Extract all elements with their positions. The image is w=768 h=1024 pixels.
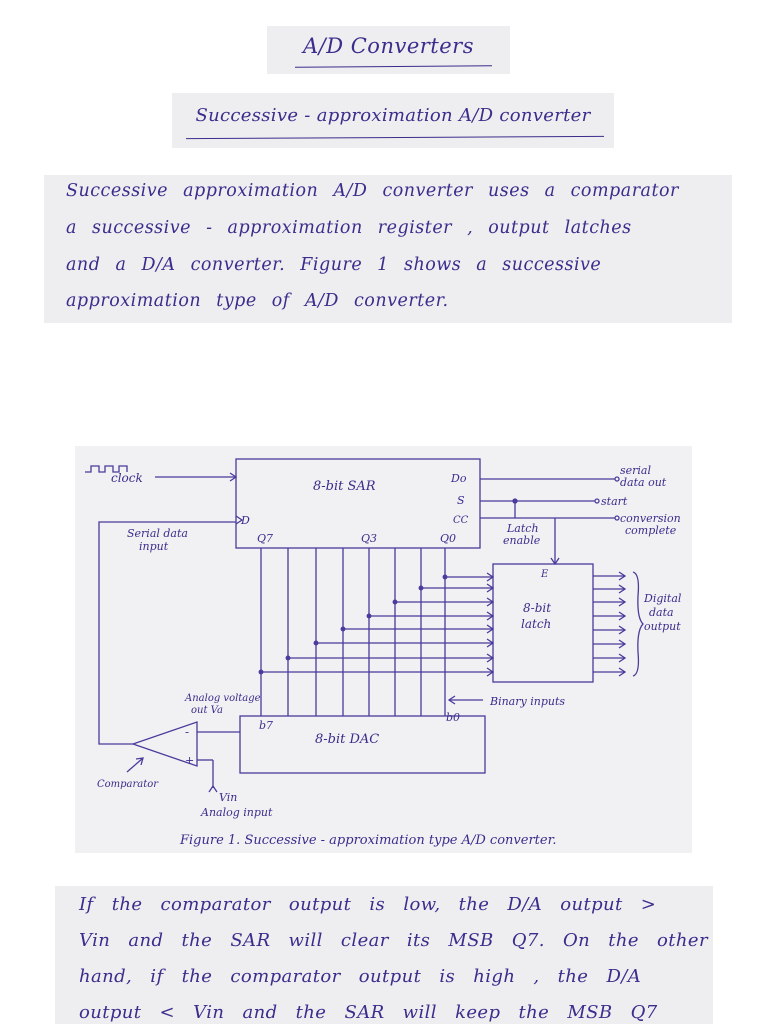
- serial-data-input-label: input: [139, 540, 169, 553]
- intro-paragraph: [44, 175, 732, 323]
- conversion-complete-label: conversion: [620, 512, 681, 525]
- sar-output-bus: [261, 548, 445, 682]
- dac-label: 8-bit DAC: [315, 732, 380, 747]
- digital-output-arrows-icon: [619, 572, 625, 676]
- comparator-label: Comparator: [97, 779, 159, 790]
- comparator-plus: +: [185, 754, 195, 767]
- bus-junction-dots-icon: [259, 575, 447, 674]
- heading-underline: [186, 136, 604, 139]
- intro-line: a successive - approximation register , output latches: [66, 218, 632, 238]
- serial-data-out-label: data out: [620, 476, 667, 489]
- bottom-line: output < Vin and the SAR will keep the MSB Q7: [79, 1002, 658, 1023]
- latch-enable-label: enable: [503, 534, 541, 547]
- latch-e-pin: E: [541, 569, 549, 580]
- latch-bus-lines: [261, 577, 493, 672]
- sar-cc-pin: CC: [453, 515, 469, 526]
- bottom-paragraph: [55, 886, 713, 1024]
- bottom-line: Vin and the SAR will clear its MSB Q7. On the other: [79, 930, 708, 951]
- binary-inputs-label: Binary inputs: [490, 695, 566, 708]
- sar-d-pin: D: [241, 514, 250, 527]
- title-underline: [295, 65, 492, 67]
- sar-q3-pin: Q3: [361, 532, 378, 545]
- circuit-diagram: [75, 446, 692, 853]
- clock-label: clock: [111, 471, 143, 485]
- conversion-complete-label: complete: [625, 524, 677, 537]
- sar-q7-pin: Q7: [257, 532, 274, 545]
- serial-out-terminal-icon: [615, 477, 619, 481]
- sar-label: 8-bit SAR: [313, 479, 376, 494]
- latch-label: 8-bit: [523, 601, 552, 615]
- digital-data-output-label: Digital: [644, 592, 682, 605]
- output-brace-icon: [633, 572, 643, 676]
- analog-input-label: Analog input: [201, 806, 273, 819]
- title-card: [267, 26, 510, 74]
- latch-label: latch: [521, 617, 552, 631]
- serial-data-input-label: Serial data: [127, 527, 188, 540]
- subtitle-card: [172, 93, 614, 148]
- digital-output-lines: [593, 576, 625, 672]
- bottom-line: If the comparator output is low, the D/A output >: [79, 894, 657, 915]
- serial-data-out-label: serial: [620, 464, 652, 477]
- analog-voltage-out-label: out Va: [191, 705, 223, 716]
- dac-b7-pin: b7: [259, 719, 274, 732]
- page-title: A/D Converters: [302, 34, 474, 58]
- sar-s-pin: S: [457, 494, 465, 507]
- latch-enable-label: Latch: [507, 522, 539, 535]
- intro-line: and a D/A converter. Figure 1 shows a successive: [66, 255, 602, 275]
- cc-terminal-icon: [615, 516, 619, 520]
- sar-do-pin: Do: [451, 472, 467, 485]
- section-heading: Successive - approximation A/D converter: [195, 105, 591, 126]
- figure-caption: Figure 1. Successive - approximation type A/D converter.: [180, 833, 557, 848]
- bottom-line: hand, if the comparator output is high , the D/A: [79, 966, 642, 987]
- sar-q0-pin: Q0: [440, 532, 457, 545]
- dac-b0-pin: b0: [446, 711, 461, 724]
- digital-data-output-label: data: [649, 606, 674, 619]
- comparator-pointer: [127, 758, 143, 772]
- digital-data-output-label: output: [644, 620, 681, 633]
- start-terminal-icon: [595, 499, 599, 503]
- start-junction-icon: [513, 499, 517, 503]
- start-label: start: [601, 495, 628, 508]
- vin-label: Vin: [219, 791, 238, 804]
- figure-diagram: [75, 446, 692, 853]
- dac-bus-lines: [261, 682, 445, 716]
- intro-line: approximation type of A/D converter.: [66, 291, 449, 311]
- analog-voltage-out-label: Analog voltage: [185, 693, 261, 704]
- intro-line: Successive approximation A/D converter uses a comparator: [66, 181, 679, 201]
- comparator-minus: -: [185, 725, 190, 739]
- vin-arrow-icon: [209, 786, 217, 792]
